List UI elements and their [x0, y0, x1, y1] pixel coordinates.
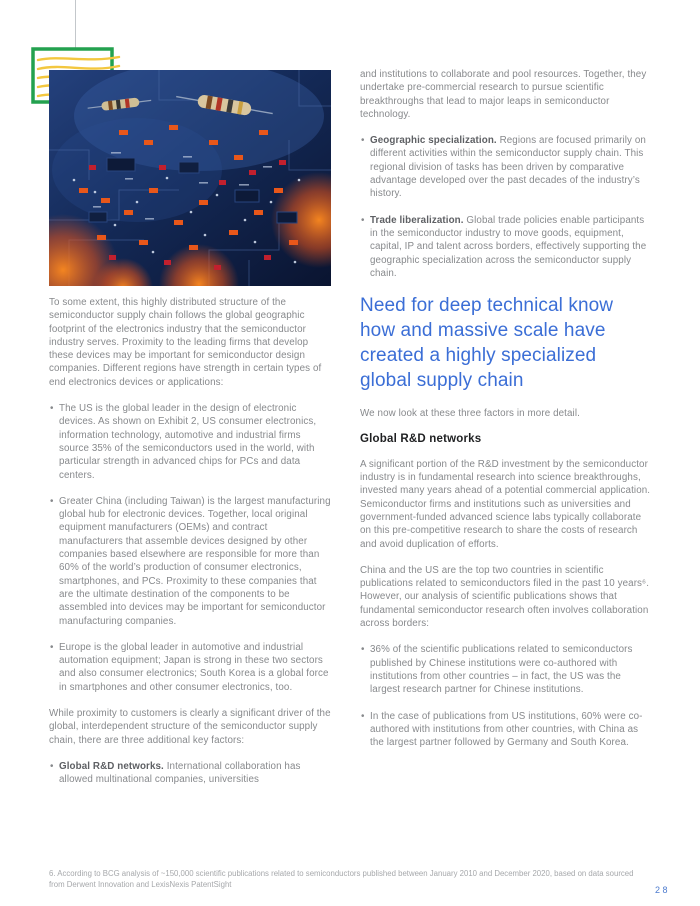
vertical-rule [75, 0, 76, 49]
bullet-trade-liberalization [360, 214, 652, 280]
lead-in-sentence: We now look at these three factors in more detail. [360, 408, 580, 420]
factors-bullet-list-left [49, 760, 333, 787]
regions-bullet-list [49, 402, 333, 694]
bullet-bold-lead: Geographic specialization. [370, 135, 497, 147]
left-column [49, 296, 333, 800]
page-number: 28 [654, 885, 670, 895]
body-paragraph: China and the US are the top two countries in scientific publications related to semiconductors filed in the past 10 years⁶. However, our analysis of scientific publications shows that fundamental semiconductor research often involves collaboration across borders: [360, 564, 650, 630]
circuit-board-image [49, 70, 331, 286]
continuation-paragraph: and institutions to collaborate and pool resources. Together, they undertake pre-commercial research to pursue scientific breakthroughs that lead to major leaps in semiconductor technology. [360, 69, 647, 120]
bullet-us: • The US is the global leader in the design of electronic devices. As shown on Exhibit 2, US consumer electronics, information technology, automotive and industrial firms source 35% of the semiconductors used in the world, with particular strength in advanced chips for PCs and data centers. [49, 402, 333, 482]
bullet-europe: • Europe is the global leader in automotive and industrial automation equipment; Japan is strong in these two sectors and also consumer electronics; South Korea is a global force in smartphones and other consumer electronics, too. [49, 641, 333, 694]
intro-paragraph: To some extent, this highly distributed structure of the semiconductor supply chain follows the global geographic footprint of the electronics industry that the semiconductor industry serves. Proximity to the leading firms that develop these devices may be important for semiconductor design companies. Different regions have strength in certain types of end electronics devices or applications: [49, 297, 322, 388]
bullet-greater-china: • Greater China (including Taiwan) is the largest manufacturing global hub for electronic devices. Together, local original equipment manufacturers (OEMs) and contract manufacturers that assemble devices designed by other companies based elsewhere are responsible for more than 60% of the world’s production of consumer electronics, smartphones, and PCs. Proximity to these companies that are the ultimate destination of the components to be assembled into devices may be important for semiconductor manufacturing companies. [49, 495, 333, 628]
right-column [360, 68, 652, 762]
section-heading: Need for deep technical know how and massive scale have created a highly specialized global supply chain [360, 295, 614, 392]
bullet-bold-lead: Trade liberalization. [370, 214, 464, 226]
circuit-board-photo [49, 70, 331, 286]
bullet-body-text: Regions are focused primarily on different activities within the semiconductor supply chain. This regional division of tasks has been driven by comparative advantage developed over the past decades of the industry’s history. [370, 135, 646, 200]
transition-paragraph: While proximity to customers is clearly a significant driver of the global, interdependent structure of the semiconductor supply chain, there are three additional key factors: [49, 708, 331, 746]
bullet-us-publications: • In the case of publications from US institutions, 60% were co-authored with institutions from other countries, with China as the largest partner followed by Germany and South Korea. [360, 710, 652, 750]
bullet-body-text: Global trade policies enable participants in the semiconductor industry to move goods, equipment, capital, IP and talent across borders, effectively supporting the geographic specialization across the semiconductor supply chain. [370, 214, 647, 279]
bullet-china-publications: • 36% of the scientific publications related to semiconductors published by Chinese institutions were co-authored with institutions from other countries – in fact, the US was the largest research partner for Chinese institutions. [360, 643, 652, 696]
bullet-global-rd-networks [49, 760, 333, 787]
bullet-body-text: International collaboration has allowed multinational companies, universities [59, 760, 301, 786]
body-paragraph: A significant portion of the R&D investment by the semiconductor industry is in fundamental research into science breakthroughs, invested many years ahead of a potential commercial application. Semiconductor firms and institutions such as universities and government-funded advanced science labs typically collaborate on this pre-competitive research to share the costs of research and avoid duplication of efforts. [360, 458, 651, 550]
bullet-bold-lead: Global R&D networks. [59, 760, 164, 772]
statistics-bullet-list [360, 643, 652, 749]
footnote: 6. According to BCG analysis of ~150,000 scientific publications related to semiconductors published between January 2010 and December 2020, based on data sourced from Derwent Innovation and LexisNexis PatentSight [49, 869, 634, 889]
subsection-heading: Global R&D networks [360, 433, 482, 446]
bullet-geographic-specialization [360, 134, 652, 200]
factors-bullet-list-right [360, 134, 652, 280]
